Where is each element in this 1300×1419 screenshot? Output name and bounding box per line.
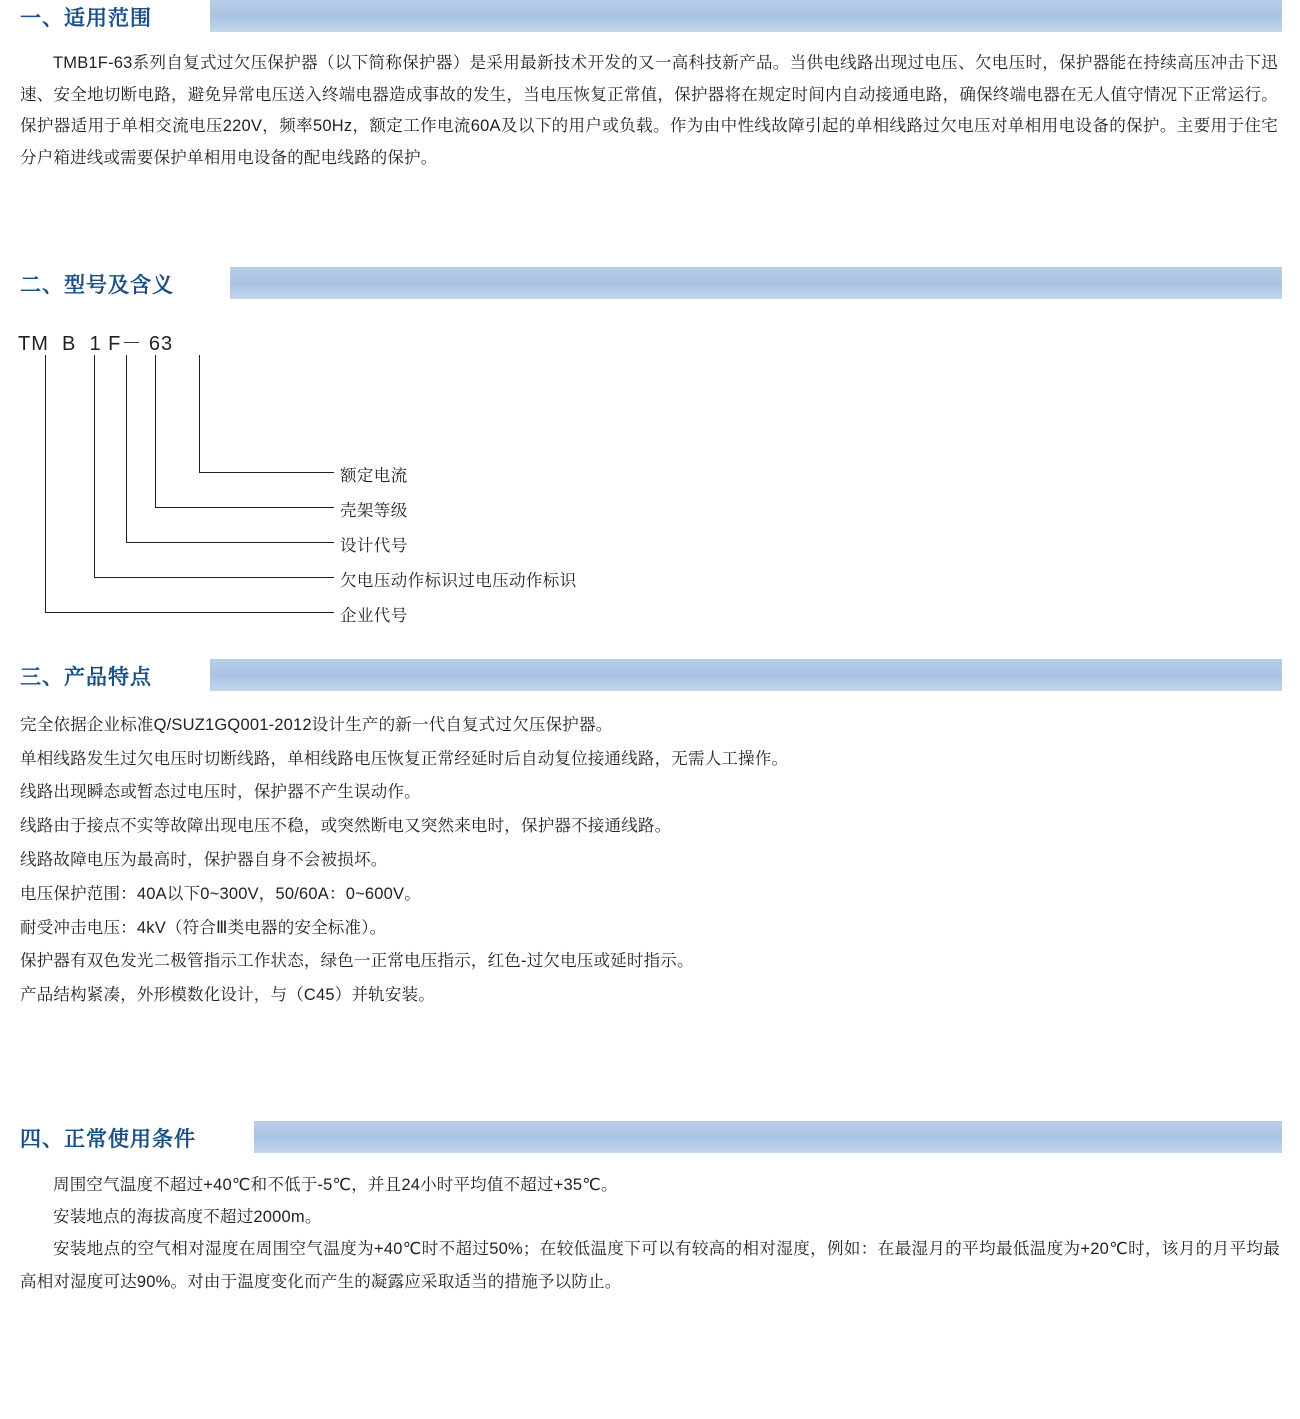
section-heading-conditions	[18, 1121, 1282, 1155]
leader-line-h-rated-current	[199, 472, 334, 473]
section-4-name: 正常使用条件	[64, 1128, 196, 1151]
feature-item: 线路出现瞬态或暂态过电压时，保护器不产生误动作。	[20, 783, 421, 802]
spacer	[18, 567, 1282, 659]
section-heading-features	[18, 659, 1282, 693]
condition-item: 安装地点的海拔高度不超过2000m。	[53, 1208, 322, 1227]
leader-line-frame-grade	[155, 355, 156, 507]
feature-item: 电压保护范围：40A以下0~300V，50/60A：0~600V。	[20, 884, 421, 903]
feature-item: 耐受冲击电压：4kV（符合Ⅲ类电器的安全标准）。	[20, 918, 387, 937]
feature-item: 线路故障电压为最高时，保护器自身不会被损坏。	[20, 850, 388, 869]
model-code-text: TM B 1 F－ 63	[18, 332, 174, 355]
section-2-title	[18, 269, 174, 299]
scope-paragraph: TMB1F-63系列自复式过欠压保护器（以下简称保护器）是采用最新技术开发的又一高科技新产品。当供电线路出现过电压、欠电压时，保护器能在持续高压冲击下迅速、安全地切断电路，避免异常电压送入终端电器造成事故的发生，当电压恢复正常值，保护器将在规定时间内自动接通电路，确保终端电器在无人值守情况下正常运行。保护器适用于单相交流电压220V，频率50Hz，额定工作电流60A及以下的用户或负载。作为由中性线故障引起的单相线路过欠电压对单相用电设备的保护。主要用于住宅分户箱进线或需要保护单相用电设备的配电线路的保护。	[20, 54, 1278, 168]
section-3-title	[18, 661, 152, 691]
model-label-voltage-mark: 欠电压动作标识过电压动作标识	[340, 571, 577, 590]
feature-item: 单相线路发生过欠电压时切断线路，单相线路电压恢复正常经延时后自动复位接通线路，无需人工操作。	[20, 749, 789, 768]
section-heading-scope	[18, 0, 1282, 34]
model-designation-diagram	[18, 327, 1282, 625]
model-label-enterprise-code: 企业代号	[340, 606, 408, 625]
leader-line-h-voltage-mark	[94, 577, 334, 578]
leader-line-h-enterprise-code	[45, 612, 334, 613]
leader-line-rated-current	[199, 355, 200, 472]
spacer	[18, 175, 1282, 267]
leader-line-h-design-code	[126, 542, 334, 543]
model-label-frame-grade: 壳架等级	[340, 501, 408, 520]
feature-item: 线路由于接点不实等故障出现电压不稳，或突然断电又突然来电时，保护器不接通线路。	[20, 817, 672, 836]
model-label-rated-current: 额定电流	[340, 466, 408, 485]
section-4-title	[18, 1123, 196, 1153]
condition-item: 安装地点的空气相对湿度在周围空气温度为+40℃时不超过50%；在较低温度下可以有较高的相对湿度，例如：在最湿月的平均最低温度为+20℃时，该月的月平均最高相对湿度可达90%。对由于温度变化而产生的凝露应采取适当的措施予以防止。	[20, 1240, 1280, 1291]
section-4-number: 四、	[20, 1128, 64, 1151]
leader-line-enterprise-code	[45, 355, 46, 612]
condition-item: 周围空气温度不超过+40℃和不低于-5℃，并且24小时平均值不超过+35℃。	[53, 1176, 618, 1194]
leader-line-design-code	[126, 355, 127, 542]
section-1-number: 一、	[20, 7, 64, 30]
leader-line-voltage-mark	[94, 355, 95, 577]
section-2-name: 型号及含义	[64, 273, 174, 297]
feature-item: 完全依据企业标准Q/SUZ1GQ001-2012设计生产的新一代自复式过欠压保护器。	[20, 715, 613, 734]
feature-item: 产品结构紧凑，外形模数化设计，与（C45）并轨安装。	[20, 986, 435, 1005]
feature-list	[18, 709, 1282, 1013]
section-heading-model	[18, 267, 1282, 301]
section-3-name: 产品特点	[64, 665, 152, 689]
section-1-title	[18, 2, 152, 32]
section-3-number: 三、	[20, 665, 64, 689]
section-2-number: 二、	[20, 273, 64, 297]
spacer	[18, 1013, 1282, 1121]
section-1-body	[18, 48, 1282, 175]
model-label-design-code: 设计代号	[340, 536, 408, 555]
conditions-body	[18, 1169, 1282, 1298]
section-1-name: 适用范围	[64, 7, 152, 30]
leader-line-h-frame-grade	[155, 507, 334, 508]
feature-item: 保护器有双色发光二极管指示工作状态，绿色一正常电压指示，红色-过欠电压或延时指示。	[20, 952, 694, 971]
